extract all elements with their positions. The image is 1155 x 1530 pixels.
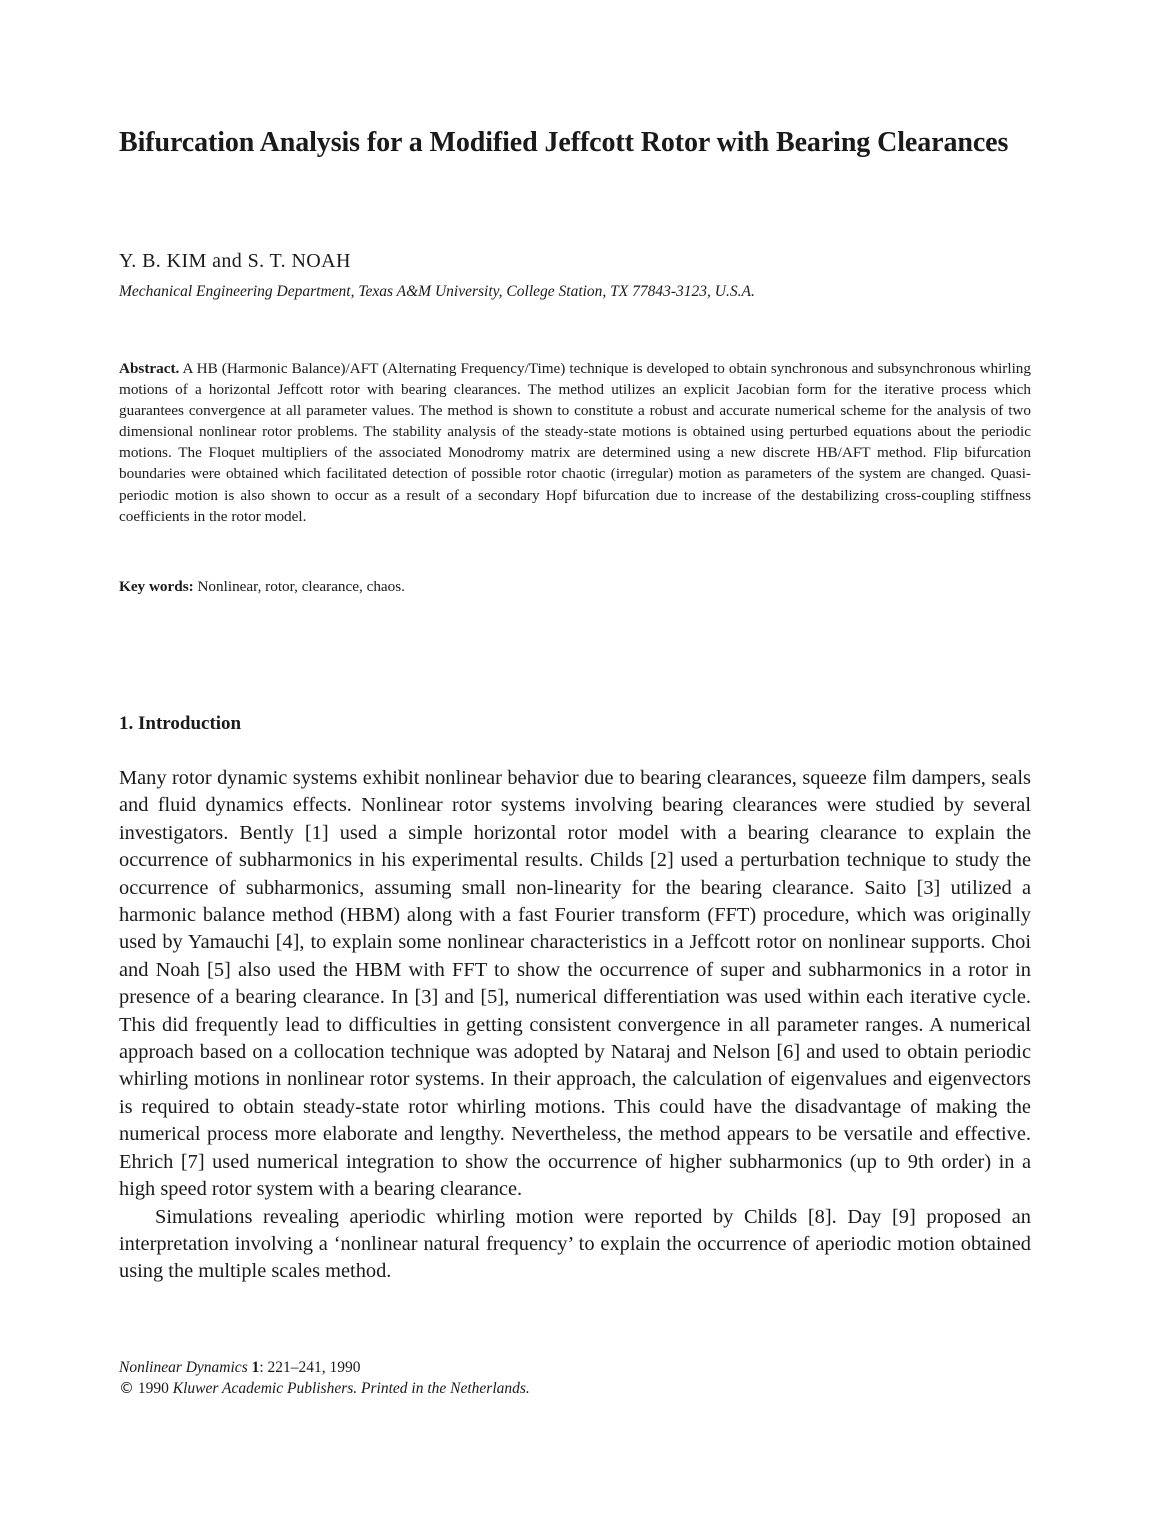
keywords-label: Key words:	[119, 578, 194, 595]
body-paragraph: Many rotor dynamic systems exhibit nonlinear behavior due to bearing clearances, squeeze film dampers, seals and fluid dynamics effects. Nonlinear rotor systems involving bearing clearances were studied by several investigators. Bently [1] used a simple horizontal rotor model with a bearing clearance to explain the occurrence of subharmonics in his experimental results. Childs [2] used a perturbation technique to study the occurrence of subharmonics, assuming small non-linearity for the bearing clearance. Saito [3] utilized a harmonic balance method (HBM) along with a fast Fourier transform (FFT) procedure, which was originally used by Yamauchi [4], to explain some nonlinear characteristics in a Jeffcott rotor on nonlinear supports. Choi and Noah [5] also used the HBM with FFT to show the occurrence of super and subharmonics in a rotor in presence of a bearing clearance. In [3] and [5], numerical differentiation was used within each iterative cycle. This did frequently lead to difficulties in getting consistent convergence in all parameter ranges. A numerical approach based on a collocation technique was adopted by Nataraj and Nelson [6] and used to obtain periodic whirling motions in nonlinear rotor systems. In their approach, the calculation of eigenvalues and eigenvectors is required to obtain steady-state rotor whirling motions. This could have the disadvantage of making the numerical process more elaborate and lengthy. Nevertheless, the method appears to be versatile and effective. Ehrich [7] used numerical integration to show the occurrence of higher subharmonics (up to 9th order) in a high speed rotor system with a bearing clearance.	[119, 767, 1031, 1201]
introduction-body	[119, 765, 1031, 1286]
journal-footer	[119, 1358, 530, 1399]
keywords-text: Nonlinear, rotor, clearance, chaos.	[197, 578, 405, 595]
author-list: Y. B. KIM and S. T. NOAH	[119, 250, 351, 272]
journal-name: Nonlinear Dynamics	[119, 1359, 248, 1376]
section-heading-introduction: 1. Introduction	[119, 713, 242, 734]
keywords	[119, 577, 405, 597]
abstract-text: A HB (Harmonic Balance)/AFT (Alternating Frequency/Time) technique is developed to obtain synchronous and subsynchronous whirling motions of a horizontal Jeffcott rotor with bearing clearances. The method utilizes an explicit Jacobian form for the iterative process which guarantees convergence at all parameter values. The method is shown to constitute a robust and accurate numerical scheme for the analysis of two dimensional nonlinear rotor problems. The stability analysis of the steady-state motions is obtained using perturbed equations about the periodic motions. The Floquet multipliers of the associated Monodromy matrix are determined using a new discrete HB/AFT method. Flip bifurcation boundaries were obtained which facilitated detection of possible rotor chaotic (irregular) motion as parameters of the system are changed. Quasi-periodic motion is also shown to occur as a result of a secondary Hopf bifurcation due to increase of the destabilizing cross-coupling stiffness coefficients in the rotor model.	[119, 360, 1031, 525]
copyright-year: 1990	[137, 1380, 169, 1397]
author-affiliation: Mechanical Engineering Department, Texas A&M University, College Station, TX 77843-3123, U.S.A.	[119, 283, 755, 300]
copyright-line	[119, 1378, 530, 1399]
copyright-icon: ©	[119, 1379, 134, 1397]
abstract-label: Abstract.	[119, 360, 180, 377]
journal-volume: 1	[251, 1359, 260, 1376]
journal-citation	[119, 1358, 530, 1378]
copyright-text: Kluwer Academic Publishers. Printed in the Netherlands.	[172, 1380, 530, 1397]
journal-pages-year: : 221–241, 1990	[259, 1359, 361, 1376]
body-paragraph: Simulations revealing aperiodic whirling motion were reported by Childs [8]. Day [9] proposed an interpretation involving a ‘nonlinear natural frequency’ to explain the occurrence of aperiodic motion obtained using the multiple scales method.	[119, 1205, 1031, 1283]
paper-title: Bifurcation Analysis for a Modified Jeffcott Rotor with Bearing Clearances	[119, 127, 1009, 158]
abstract	[119, 358, 1031, 527]
